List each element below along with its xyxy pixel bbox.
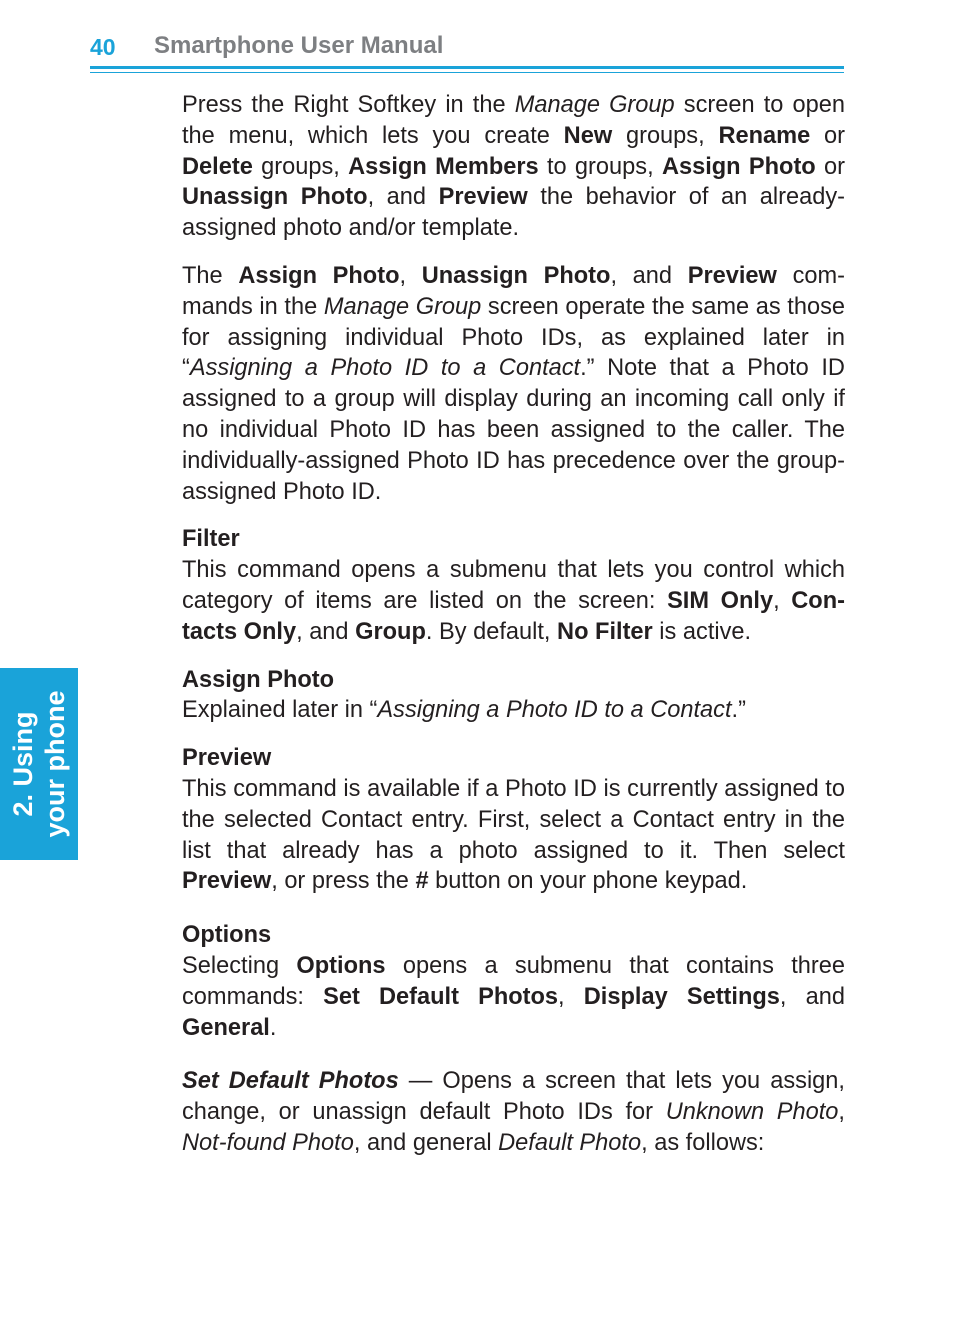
text-run: Preview xyxy=(687,262,777,289)
text-run: Press the Right Softkey in the xyxy=(182,92,515,118)
text-run: button on your phone keypad. xyxy=(428,868,748,895)
text-run: General xyxy=(182,1014,270,1041)
text-run: or xyxy=(815,153,846,180)
text-run: screen to open the menu, which lets you create xyxy=(182,92,845,149)
text-run: .” xyxy=(731,697,746,724)
text-run: Set Default Photos xyxy=(323,983,559,1010)
text-run: Set Default Photos xyxy=(182,1068,399,1095)
text-run: The xyxy=(182,262,239,289)
page-number: 40 xyxy=(90,34,116,60)
text-run: , and xyxy=(779,983,845,1010)
preview-paragraph xyxy=(182,774,845,897)
text-run: Manage Group xyxy=(323,293,482,320)
text-run: the behavior of an already-assigned photo and/or template. xyxy=(182,184,845,242)
text-run: Preview xyxy=(438,184,528,211)
text-run: , and xyxy=(610,262,688,289)
text-run: Assign Photo xyxy=(661,153,816,180)
text-run: Rename xyxy=(718,122,811,149)
text-run: Group xyxy=(355,618,426,645)
header-rule xyxy=(90,66,844,69)
text-run: Unassign Photo xyxy=(421,262,611,289)
text-run: # xyxy=(415,868,429,895)
text-run: Display Settings xyxy=(583,983,780,1010)
text-run: , and general xyxy=(353,1129,499,1156)
text-run: Assign Photo xyxy=(238,262,400,289)
text-run: Preview xyxy=(182,868,272,895)
text-run: groups, xyxy=(252,153,349,180)
text-run: Explained later in “ xyxy=(182,697,378,724)
text-run: , or press the xyxy=(271,868,416,895)
text-run: groups, xyxy=(612,122,719,149)
text-run: , xyxy=(558,983,584,1010)
text-run: No Filter xyxy=(557,618,653,645)
text-run: This command opens a submenu that lets you control which category of items are listed on the screen: xyxy=(182,557,845,614)
chapter-tab-label: 2. Using your phone xyxy=(8,690,70,838)
text-run: — Opens a screen that lets you assign, change, or unassign default Photo IDs for xyxy=(182,1068,845,1126)
text-run: Assigning a Photo ID to a Contact xyxy=(189,355,581,382)
text-run: This command is available if a Photo ID is currently assigned to the selected Contact entry. First, select a Contact entry in the list that already has a photo assigned to it. Then select xyxy=(182,775,845,864)
text-run: SIM Only xyxy=(667,587,774,614)
text-run: , and xyxy=(296,618,356,645)
filter-paragraph xyxy=(182,555,845,647)
text-run: com-mands in the xyxy=(182,262,846,320)
page-body xyxy=(182,90,845,1159)
text-run: Delete xyxy=(182,153,253,180)
text-run: , xyxy=(773,587,792,614)
text-run: .” Note that a Photo ID assigned to a group will display during an incoming call only if no individual Photo ID has been assigned to the caller. The individually-assigned Photo ID has precedence over the group-assigned Photo ID. xyxy=(182,355,845,505)
commands-paragraph xyxy=(182,261,845,507)
options-paragraph xyxy=(182,951,845,1043)
text-run: is active. xyxy=(652,618,752,645)
text-run: Not-found Photo xyxy=(182,1129,354,1156)
text-run: Selecting xyxy=(182,952,297,979)
text-run: , xyxy=(399,262,422,289)
text-run: screen operate the same as those for assigning individual Photo IDs, as explained later in “ xyxy=(182,293,845,382)
text-run: opens a submenu that contains three commands: xyxy=(182,952,845,1010)
text-run: to groups, xyxy=(538,153,662,180)
intro-paragraph xyxy=(182,90,845,244)
text-run: Options xyxy=(296,952,386,979)
text-run: . By default, xyxy=(425,618,558,645)
manual-title: Smartphone User Manual xyxy=(154,32,444,59)
set-default-photos-paragraph xyxy=(182,1066,845,1158)
header-rule-thin xyxy=(90,72,844,73)
preview-heading: Preview xyxy=(182,745,272,772)
text-run: or xyxy=(810,122,845,149)
text-run: . xyxy=(269,1014,277,1041)
text-run: , xyxy=(838,1099,845,1126)
text-run: Manage Group xyxy=(514,92,675,118)
text-run: Assigning a Photo ID to a Contact xyxy=(377,697,732,724)
text-run: Con-tacts Only xyxy=(182,587,845,645)
chapter-tab xyxy=(0,668,78,860)
text-run: , and xyxy=(367,184,439,211)
text-run: New xyxy=(563,122,613,149)
text-run: Unassign Photo xyxy=(182,184,368,211)
text-run: Unknown Photo xyxy=(665,1099,839,1126)
text-run: , as follows: xyxy=(641,1129,765,1156)
assign-photo-heading: Assign Photo xyxy=(182,666,335,693)
filter-heading: Filter xyxy=(182,526,240,553)
page-header xyxy=(90,30,844,70)
assign-photo-paragraph xyxy=(182,695,845,726)
text-run: Assign Members xyxy=(348,153,539,180)
options-heading: Options xyxy=(182,922,272,949)
text-run: Default Photo xyxy=(498,1129,642,1156)
